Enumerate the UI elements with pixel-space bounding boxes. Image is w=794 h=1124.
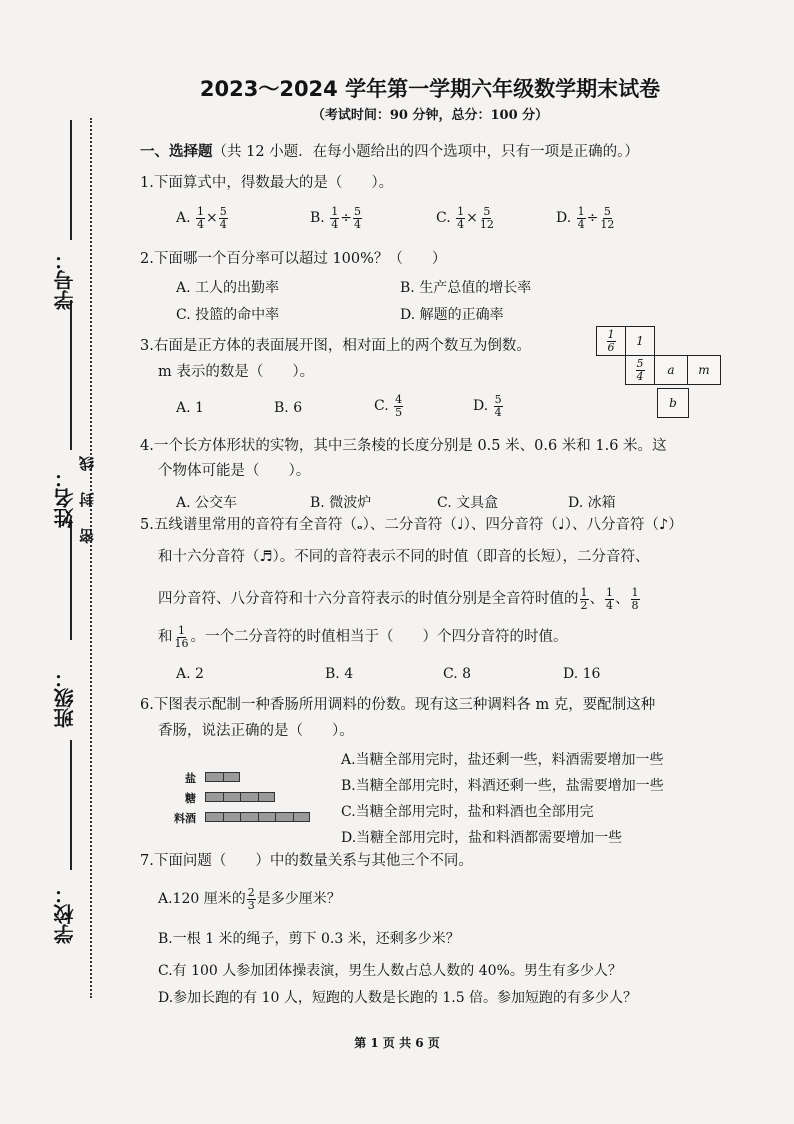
bar-segment-divider <box>258 813 259 821</box>
q1-option-a[interactable]: A. $\frac{1}{4}$ × $\frac{5}{4}$ <box>176 205 227 231</box>
net-face-b: b <box>657 388 689 418</box>
banji-line <box>70 520 72 640</box>
q6-option-b[interactable]: B.当糖全部用完时，料酒还剩一些，盐需要增加一些 <box>341 778 664 794</box>
q3-option-c[interactable]: C. $\frac{4}{5}$ <box>374 393 403 419</box>
xingming-line <box>70 300 72 450</box>
bar-segment-divider <box>223 793 224 801</box>
q6-stem-line2: 香肠，说法正确的是（ ）。 <box>158 723 354 739</box>
bar-segment-divider <box>240 813 241 821</box>
q5-option-a[interactable]: A. 2 <box>176 666 204 682</box>
q5-option-d[interactable]: D. 16 <box>563 666 601 682</box>
bar-segment-divider <box>240 793 241 801</box>
q4-option-b[interactable]: B. 微波炉 <box>310 495 372 511</box>
bar-segment-divider <box>258 793 259 801</box>
q5-line3: 四分音符、八分音符和十六分音符表示的时值分别是全音符时值的 $\frac{1}{2}$ 、 $\frac{1}{4}$ 、 $\frac{1}{8}$ <box>158 586 639 612</box>
chart-label-salt: 盐 <box>185 772 196 785</box>
exam-title: 2023～2024 学年第一学期六年级数学期末试卷 <box>199 77 661 101</box>
net-face-m: m <box>687 355 721 385</box>
bar-segment-divider <box>275 813 276 821</box>
q1-stem: 1.下面算式中，得数最大的是（ ）。 <box>140 175 394 191</box>
page-footer: 第 1 页 共 6 页 <box>354 1036 440 1050</box>
q1-option-b[interactable]: B. $\frac{1}{4}$ ÷ $\frac{5}{4}$ <box>310 205 361 231</box>
q7-stem: 7.下面问题（ ）中的数量关系与其他三个不同。 <box>140 853 473 869</box>
q1-option-d[interactable]: D. $\frac{1}{4}$ ÷ $\frac{5}{12}$ <box>556 205 615 231</box>
q7-option-d[interactable]: D.参加长跑的有 10 人，短跑的人数是长跑的 1.5 倍。参加短跑的有多少人？ <box>158 990 638 1006</box>
binding-dotted-line <box>90 118 92 998</box>
net-face-five-fourths: $\frac{5}{4}$ <box>625 355 655 385</box>
q6-option-a[interactable]: A.当糖全部用完时，盐还剩一些，料酒需要增加一些 <box>341 752 664 768</box>
q3-option-d[interactable]: D. $\frac{5}{4}$ <box>473 393 502 419</box>
q6-stem-line1: 6.下图表示配制一种香肠所用调料的份数。现有这三种调料各 m 克，要配制这种 <box>140 697 656 713</box>
bar-wine <box>205 812 310 822</box>
q4-stem-line1: 4.一个长方体形状的实物，其中三条棱的长度分别是 0.5 米、0.6 米和 1.6 米。这 <box>140 438 667 454</box>
chart-label-sugar: 糖 <box>185 792 196 805</box>
q4-option-c[interactable]: C. 文具盒 <box>437 495 499 511</box>
q3-stem-line1: 3.右面是正方体的表面展开图，相对面上的两个数互为倒数。 <box>140 338 531 354</box>
bar-segment-divider <box>293 813 294 821</box>
q3-stem-line2: m 表示的数是（ ）。 <box>158 364 315 380</box>
q6-option-c[interactable]: C.当糖全部用完时，盐和料酒也全部用完 <box>341 804 594 820</box>
banji-label: 班级： <box>53 668 77 728</box>
q2-option-a[interactable]: A. 工人的出勤率 <box>176 280 280 296</box>
q5-line2: 和十六分音符（♬）。不同的音符表示不同的时值（即音的长短），二分音符、 <box>158 549 650 565</box>
q2-option-c[interactable]: C. 投篮的命中率 <box>176 307 280 323</box>
q7-option-a[interactable]: A.120 厘米的 $\frac{2}{3}$ 是多少厘米？ <box>158 886 341 912</box>
bar-segment-divider <box>223 773 224 781</box>
q4-stem-line2: 个物体可能是（ ）。 <box>158 463 311 479</box>
q6-option-d[interactable]: D.当糖全部用完时，盐和料酒都需要增加一些 <box>341 830 623 846</box>
q7-option-b[interactable]: B.一根 1 米的绳子，剪下 0.3 米，还剩多少米？ <box>158 931 460 947</box>
q4-option-d[interactable]: D. 冰箱 <box>568 495 616 511</box>
q2-option-d[interactable]: D. 解题的正确率 <box>400 307 504 323</box>
net-face-a: a <box>654 355 688 385</box>
q5-line4: 和 $\frac{1}{16}$ 。一个二分音符的时值相当于（ ）个四分音符的时值。 <box>158 624 568 650</box>
q2-stem: 2.下面哪一个百分率可以超过 100%？（ ） <box>140 251 447 267</box>
q3-option-a[interactable]: A. 1 <box>176 400 204 416</box>
xuehao-line <box>70 120 72 240</box>
seal-line-label: 密 封 线 <box>78 448 96 544</box>
section-heading: 一、选择题（共 12 小题．在每小题给出的四个选项中，只有一项是正确的。） <box>140 143 639 160</box>
q5-option-b[interactable]: B. 4 <box>325 666 354 682</box>
xingming-label: 姓名： <box>53 468 77 528</box>
q5-option-c[interactable]: C. 8 <box>443 666 472 682</box>
bar-sugar <box>205 792 275 802</box>
bar-salt <box>205 772 240 782</box>
q3-option-b[interactable]: B. 6 <box>274 400 303 416</box>
q1-option-c[interactable]: C. $\frac{1}{4}$ × $\frac{5}{12}$ <box>436 205 494 231</box>
q5-line1: 5.五线谱里常用的音符有全音符（𝅝）、二分音符（♩）、四分音符（♩）、八分音符（♪） <box>140 517 683 533</box>
bar-segment-divider <box>223 813 224 821</box>
q4-option-a[interactable]: A. 公交车 <box>176 495 238 511</box>
net-face-one-sixth: $\frac{1}{6}$ <box>596 326 626 356</box>
xuexiao-label: 学校： <box>53 884 77 944</box>
xuexiao-line <box>70 740 72 870</box>
chart-label-wine: 料酒 <box>174 812 196 825</box>
xuehao-label: 学号： <box>53 250 77 310</box>
exam-subtitle: （考试时间：90 分钟，总分：100 分） <box>311 108 549 123</box>
q2-option-b[interactable]: B. 生产总值的增长率 <box>400 280 532 296</box>
q7-option-c[interactable]: C.有 100 人参加团体操表演，男生人数占总人数的 40%。男生有多少人？ <box>158 963 622 979</box>
net-face-one: 1 <box>625 326 655 356</box>
